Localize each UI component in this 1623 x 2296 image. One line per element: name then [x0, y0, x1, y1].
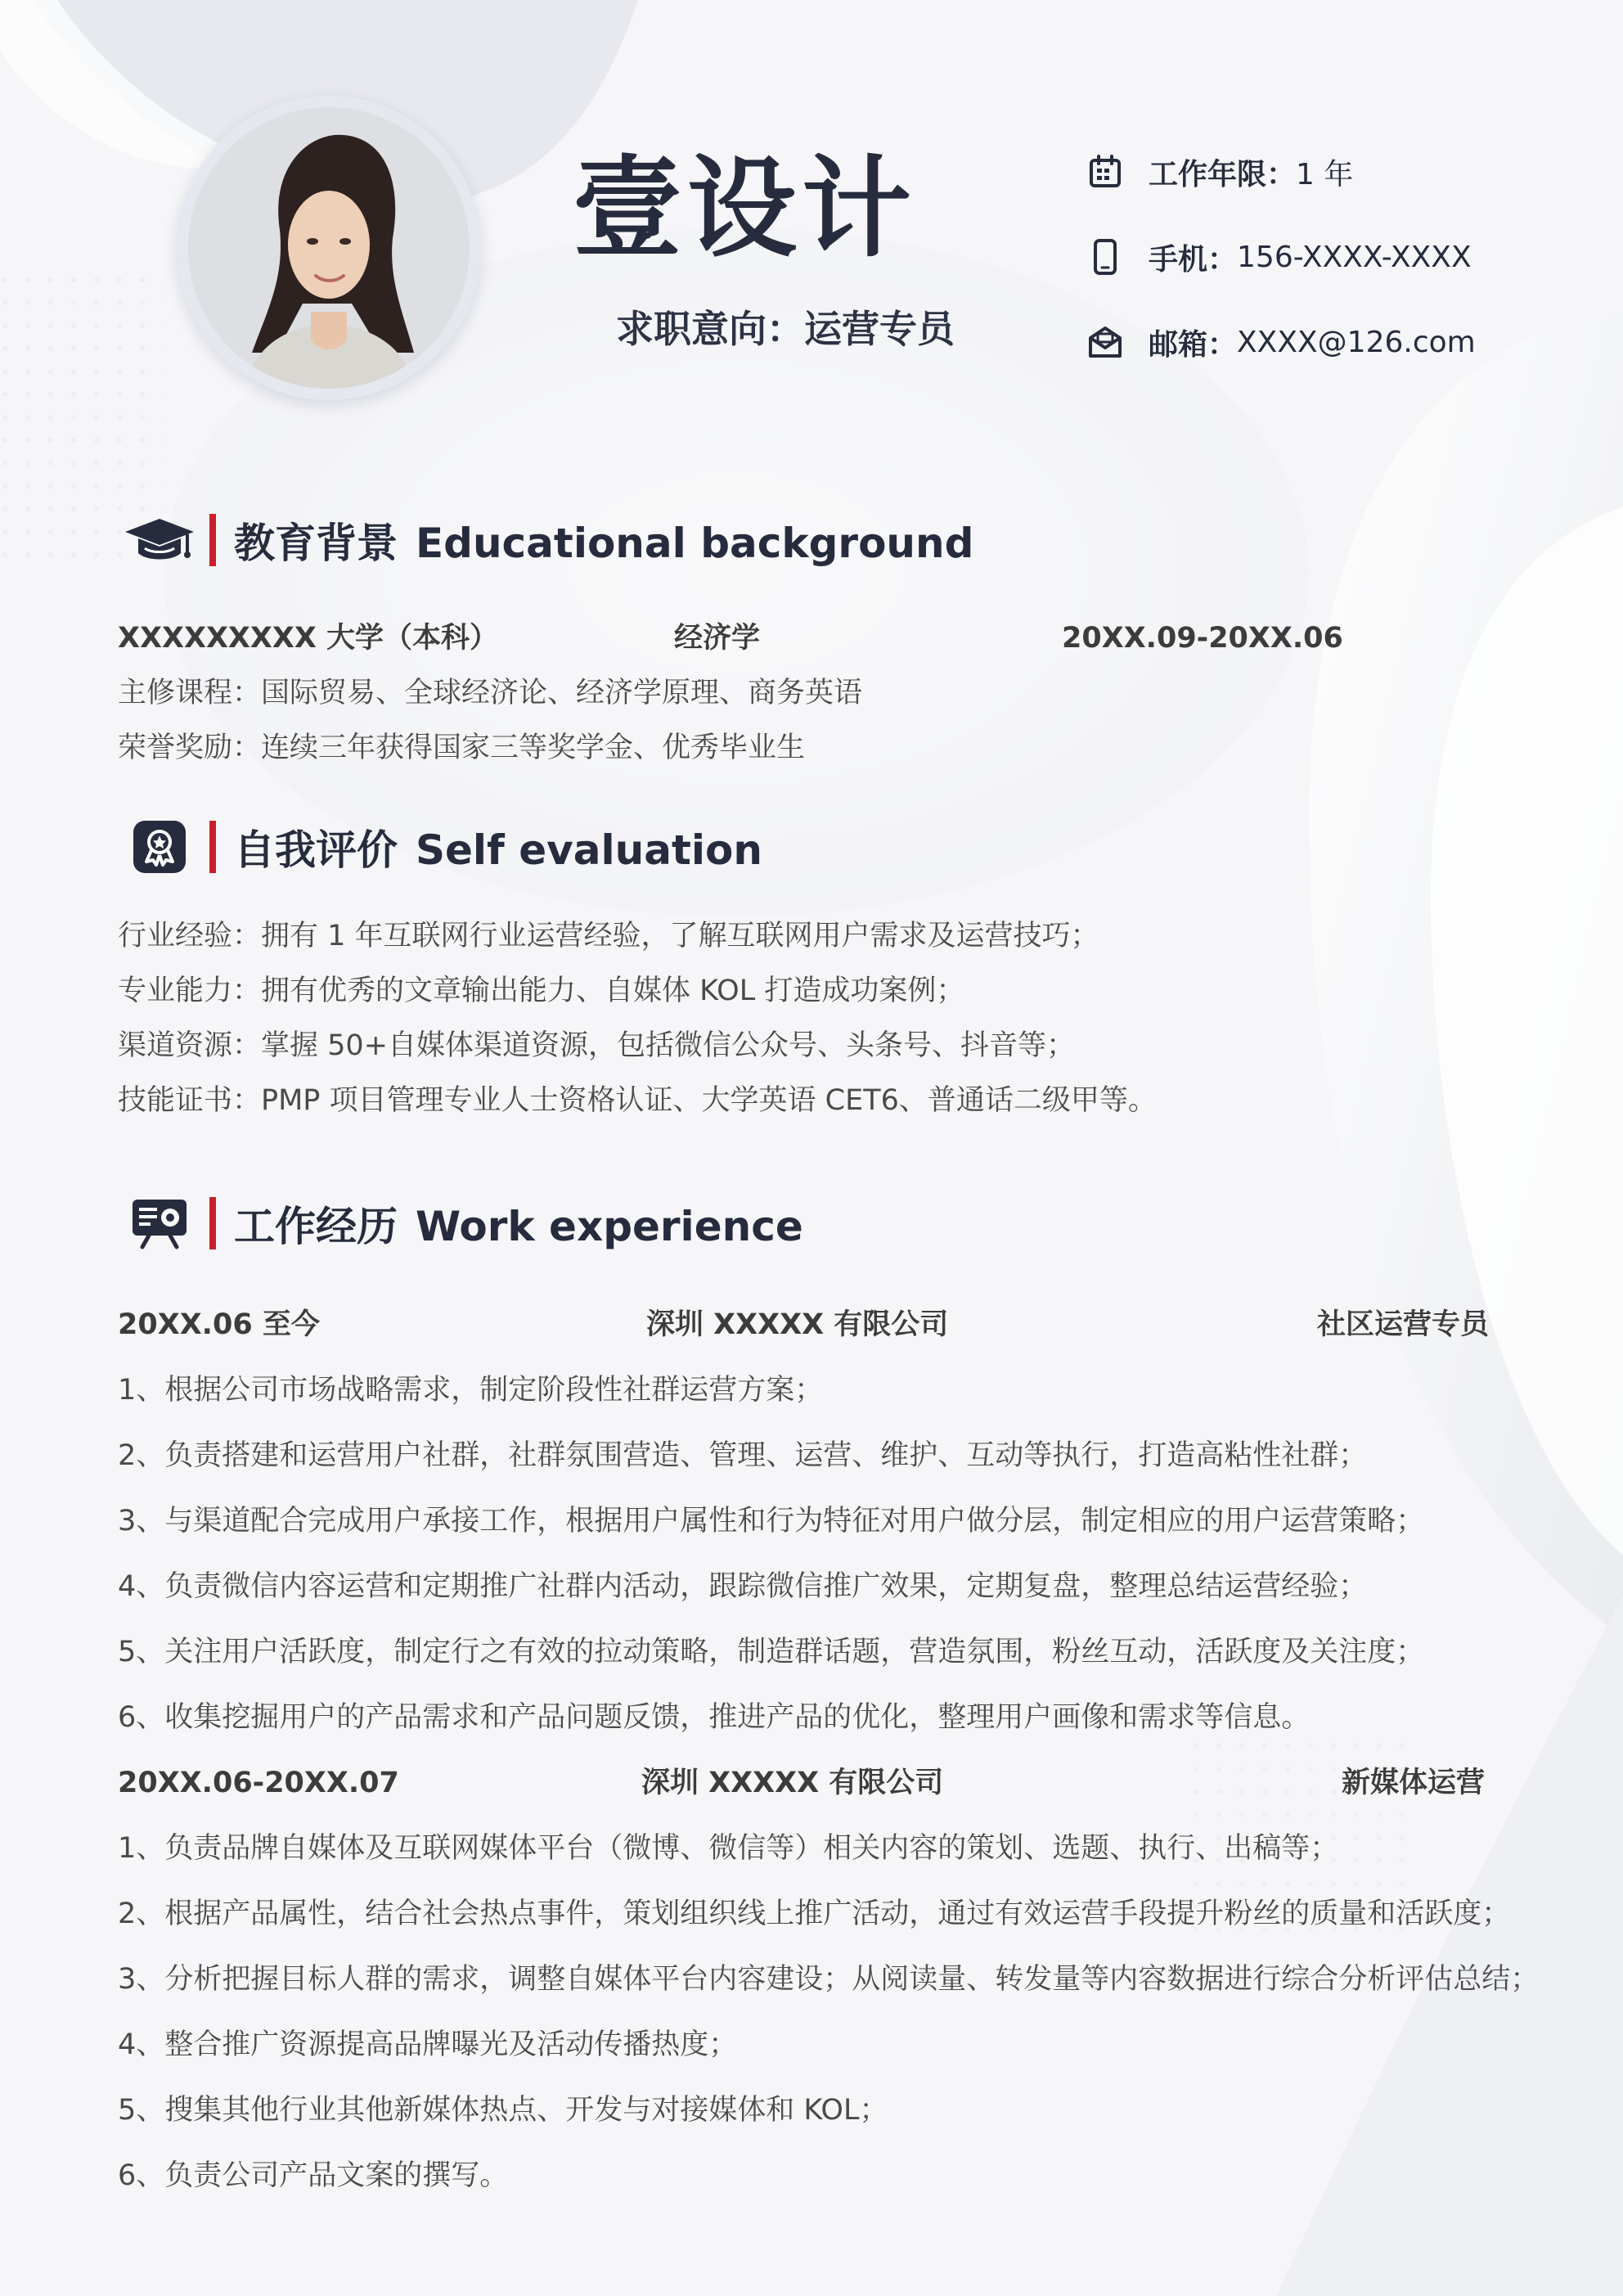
job-duty-item: 2、负责搭建和运营用户社群，社群氛围营造、管理、运营、维护、互动等执行，打造高粘性社群；: [118, 1439, 1368, 1472]
contact-phone: [1086, 232, 1472, 281]
job-duty-item: 5、关注用户活跃度，制定行之有效的拉动策略，制造群话题，营造氛围，粉丝互动，活跃度及关注度；: [118, 1636, 1425, 1668]
self-eval-line: 专业能力：拥有优秀的文章输出能力、自媒体 KOL 打造成功案例；: [118, 975, 965, 1007]
avatar-photo: [188, 107, 470, 389]
job-company: 深圳 XXXXX 有限公司: [641, 1767, 944, 1799]
job-duty-item: 2、根据产品属性，结合社会热点事件，策划组织线上推广活动，通过有效运营手段提升粉丝的质量和活跃度；: [118, 1898, 1511, 1930]
job-duty-item: 1、根据公司市场战略需求，制定阶段性社群运营方案；: [118, 1374, 824, 1407]
section-title: [234, 1194, 803, 1253]
education-courses: 主修课程：国际贸易、全球经济论、经济学原理、商务英语: [118, 677, 863, 709]
education-period: 20XX.09-20XX.06: [1062, 622, 1343, 655]
self-eval-line: 渠道资源：掌握 50+自媒体渠道资源，包括微信公众号、头条号、抖音等；: [118, 1029, 1075, 1062]
contact-label: 手机：: [1149, 242, 1238, 277]
presentation-board-icon: [131, 1196, 188, 1250]
self-eval-line: 行业经验：拥有 1 年互联网行业运营经验，了解互联网用户需求及运营技巧；: [118, 920, 1099, 952]
job-duty-item: 3、与渠道配合完成用户承接工作，根据用户属性和行为特征对用户做分层，制定相应的用户运营策略；: [118, 1505, 1425, 1537]
section-title-cn: 自我评价: [234, 826, 398, 874]
section-accent-bar: [209, 514, 216, 566]
award-badge-icon: [132, 819, 187, 875]
job-intent: 求职意向：运营专员: [616, 307, 955, 351]
phone-icon: [1086, 238, 1124, 276]
calendar-icon: [1086, 153, 1124, 191]
section-title-en: Work experience: [416, 1203, 803, 1250]
education-major: 经济学: [674, 622, 761, 655]
section-title-cn: 教育背景: [234, 520, 398, 567]
contact-value: 1 年: [1296, 157, 1354, 191]
section-self-eval-header: [121, 814, 762, 880]
applicant-name: 壹设计: [573, 145, 917, 272]
job-period: 20XX.06 至今: [118, 1308, 320, 1341]
job-role: 新媒体运营: [1342, 1767, 1486, 1799]
job-duty-item: 3、分析把握目标人群的需求，调整自媒体平台内容建设；从阅读量、转发量等内容数据进行综合分析评估总结；: [118, 1963, 1540, 1996]
job-duty-item: 5、搜集其他行业其他新媒体热点、开发与对接媒体和 KOL；: [118, 2094, 888, 2127]
job-role: 社区运营专员: [1317, 1308, 1490, 1341]
section-accent-bar: [209, 821, 216, 873]
job-duty-item: 6、收集挖掘用户的产品需求和产品问题反馈，推进产品的优化，整理用户画像和需求等信息。: [118, 1701, 1311, 1734]
section-work-header: [121, 1191, 803, 1256]
job-duty-item: 1、负责品牌自媒体及互联网媒体平台（微博、微信等）相关内容的策划、选题、执行、出稿等；: [118, 1832, 1339, 1865]
job-duty-item: 6、负责公司产品文案的撰写。: [118, 2159, 509, 2192]
section-title-en: Self evaluation: [416, 826, 762, 874]
contact-email: [1086, 317, 1476, 367]
contact-work-years: [1086, 147, 1353, 196]
section-title: [234, 817, 762, 876]
job-duty-item: 4、整合推广资源提高品牌曝光及活动传播热度；: [118, 2028, 738, 2061]
job-duty-item: 4、负责微信内容运营和定期推广社群内活动，跟踪微信推广效果，定期复盘，整理总结运营经验；: [118, 1570, 1368, 1603]
contact-label: 工作年限：: [1149, 157, 1297, 191]
section-title-en: Educational background: [416, 520, 974, 567]
section-education-header: [121, 507, 973, 573]
section-accent-bar: [209, 1197, 216, 1249]
graduation-cap-icon: [122, 515, 197, 565]
self-eval-line: 技能证书：PMP 项目管理专业人士资格认证、大学英语 CET6、普通话二级甲等。: [118, 1084, 1157, 1117]
job-company: 深圳 XXXXX 有限公司: [646, 1308, 949, 1341]
contact-value: 156-XXXX-XXXX: [1237, 240, 1472, 274]
education-honors: 荣誉奖励：连续三年获得国家三等奖学金、优秀毕业生: [118, 732, 806, 764]
education-school: XXXXXXXXX 大学（本科）: [118, 622, 499, 655]
contact-label: 邮箱：: [1149, 327, 1238, 362]
section-title-cn: 工作经历: [234, 1203, 398, 1250]
contact-value: XXXX@126.com: [1237, 325, 1476, 359]
section-title: [234, 511, 973, 569]
mail-icon: [1086, 323, 1124, 361]
job-period: 20XX.06-20XX.07: [118, 1767, 399, 1799]
